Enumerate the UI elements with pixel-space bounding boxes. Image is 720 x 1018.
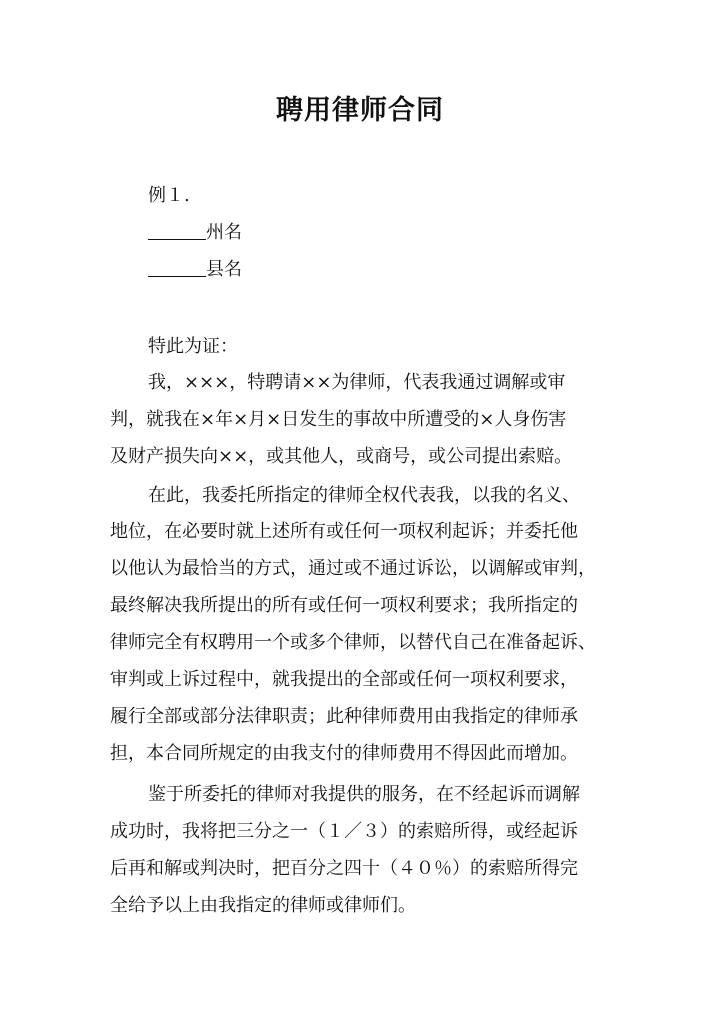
paragraph-line: 判，就我在×年×月×日发生的事故中所遭受的×人身伤害	[110, 409, 567, 430]
paragraph-line: 担，本合同所规定的由我支付的律师费用不得因此而增加。	[110, 743, 578, 764]
paragraph-line: 我，×××，特聘请××为律师，代表我通过调解或审	[148, 372, 566, 393]
paragraph-line: 鉴于所委托的律师对我提供的服务，在不经起诉而调解	[148, 784, 580, 805]
paragraph-line: 成功时，我将把三分之一（１／３）的索赔所得，或经起诉	[110, 821, 578, 842]
paragraph-line: 在此，我委托所指定的律师全权代表我，以我的名义、	[148, 485, 580, 506]
document-title: 聘用律师合同	[276, 95, 444, 126]
blank-underline	[148, 223, 206, 240]
paragraph-line: 审判或上诉过程中，就我提出的全部或任何一项权利要求，	[110, 669, 578, 690]
example-label: 例１.	[148, 185, 190, 206]
blank-underline	[148, 260, 206, 277]
paragraph-line: 履行全部或部分法律职责；此种律师费用由我指定的律师承	[110, 706, 578, 727]
county-name-label: 县名	[206, 259, 242, 280]
state-name-label: 州名	[206, 222, 242, 243]
paragraph-line: 及财产损失向××，或其他人，或商号，或公司提出索赔。	[110, 446, 573, 467]
paragraph-line: 全给予以上由我指定的律师或律师们。	[110, 895, 416, 916]
paragraph-line: 最终解决我所提出的所有或任何一项权利要求；我所指定的	[110, 595, 578, 616]
paragraph-line: 以他认为最恰当的方式，通过或不通过诉讼，以调解或审判，	[110, 558, 596, 579]
county-name-field	[148, 258, 648, 282]
state-name-field	[148, 221, 648, 245]
paragraph-line: 地位，在必要时就上述所有或任何一项权利起诉；并委托他	[110, 521, 578, 542]
testimony-line: 特此为证：	[148, 336, 238, 357]
paragraph-line: 后再和解或判决时，把百分之四十（４０％）的索赔所得完	[110, 858, 578, 879]
paragraph-line: 律师完全有权聘用一个或多个律师，以替代自己在准备起诉、	[110, 632, 596, 653]
